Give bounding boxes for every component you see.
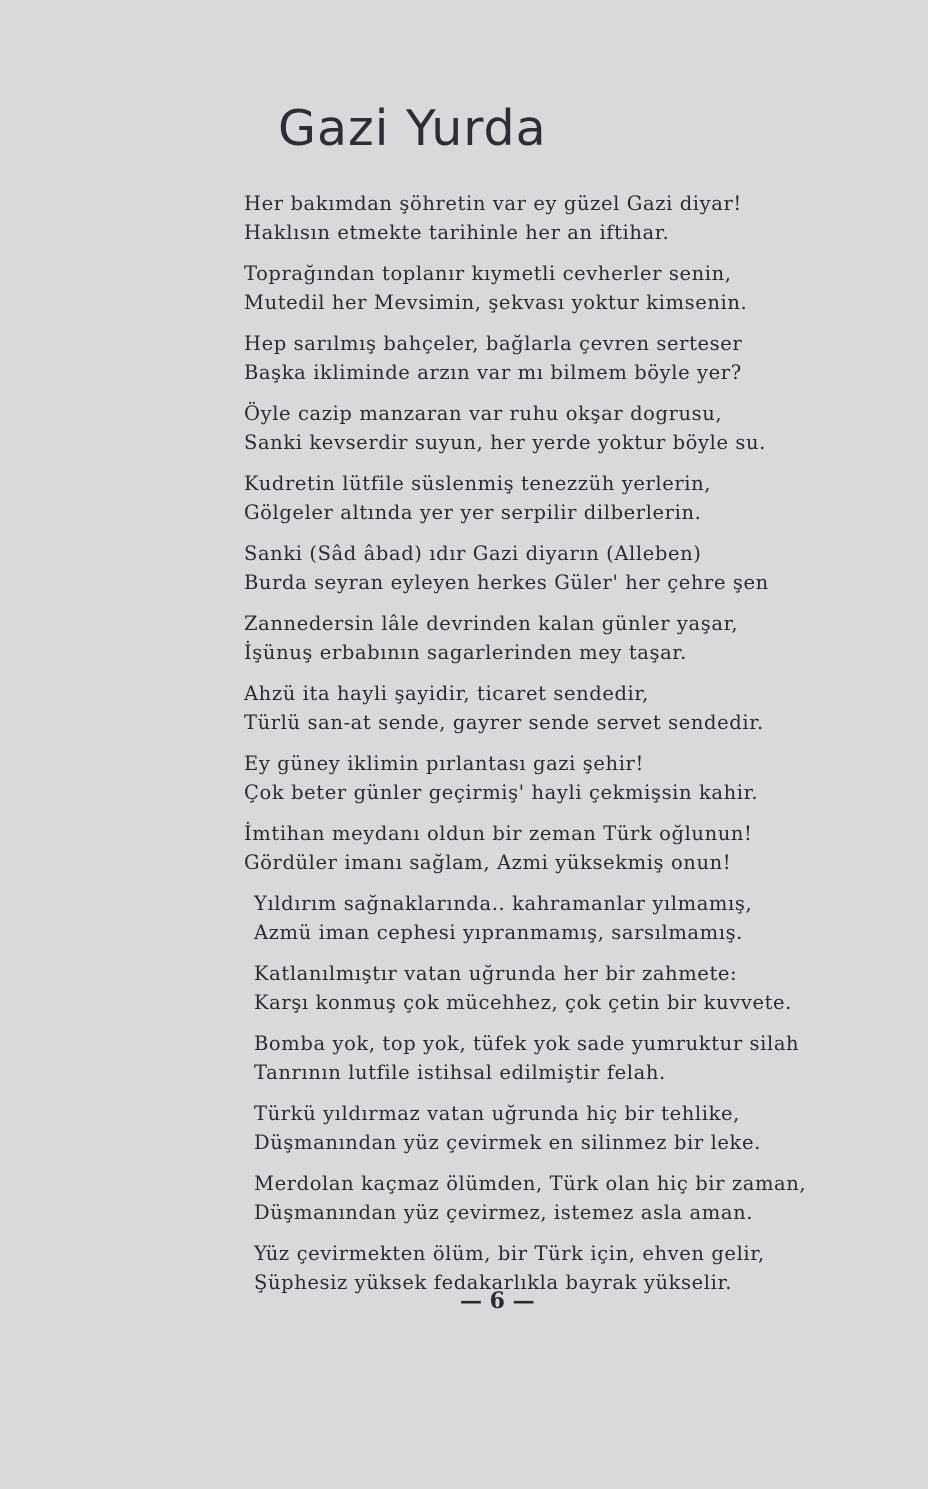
stanza	[244, 1169, 864, 1227]
poem-line: Katlanılmıştır vatan uğrunda her bir zahmete:	[254, 962, 738, 985]
poem-line: Kudretin lütfile süslenmiş tenezzüh yerlerin,	[244, 472, 712, 495]
poem-line: Çok beter günler geçirmiş' hayli çekmişsin kahir.	[244, 781, 759, 804]
poem-line: Haklısın etmekte tarihinle her an iftihar.	[244, 221, 670, 244]
stanza	[244, 749, 864, 807]
stanza	[244, 819, 864, 877]
poem-line: Ahzü ita hayli şayidir, ticaret sendedir,	[244, 682, 649, 705]
poem-line: İmtihan meydanı oldun bir zeman Türk oğlunun!	[244, 822, 753, 845]
stanza	[244, 469, 864, 527]
poem-line: Ey güney iklimin pırlantası gazi şehir!	[244, 752, 644, 775]
poem-line: Her bakımdan şöhretin var ey güzel Gazi diyar!	[244, 192, 742, 215]
poem-line: Türlü san-at sende, gayrer sende servet sendedir.	[244, 711, 764, 734]
poem-line: Sanki kevserdir suyun, her yerde yoktur böyle su.	[244, 431, 766, 454]
stanza	[244, 329, 864, 387]
poem-line: Toprağından toplanır kıymetli cevherler senin,	[244, 262, 732, 285]
poem-line: Şüphesiz yüksek fedakarlıkla bayrak yükselir.	[254, 1271, 733, 1294]
stanza	[244, 189, 864, 247]
stanza	[244, 889, 864, 947]
stanza	[244, 259, 864, 317]
poem-line: Düşmanından yüz çevirmez, istemez asla aman.	[254, 1201, 754, 1224]
poem-line: Düşmanından yüz çevirmek en silinmez bir leke.	[254, 1131, 761, 1154]
stanza	[244, 1239, 864, 1297]
poem-line: Hep sarılmış bahçeler, bağlarla çevren serteser	[244, 332, 743, 355]
poem-line: Türkü yıldırmaz vatan uğrunda hiç bir tehlike,	[254, 1102, 740, 1125]
poem-line: Merdolan kaçmaz ölümden, Türk olan hiç bir zaman,	[254, 1172, 807, 1195]
poem-line: Zannedersin lâle devrinden kalan günler yaşar,	[244, 612, 739, 635]
poem-line: Karşı konmuş çok mücehhez, çok çetin bir kuvvete.	[254, 991, 792, 1014]
poem-line: Burda seyran eyleyen herkes Güler' her çehre şen	[244, 571, 769, 594]
poem-line: Yüz çevirmekten ölüm, bir Türk için, ehven gelir,	[254, 1242, 765, 1265]
poem-line: Gölgeler altında yer yer serpilir dilberlerin.	[244, 501, 702, 524]
poem-line: Sanki (Sâd âbad) ıdır Gazi diyarın (Alleben)	[244, 542, 702, 565]
stanza	[244, 399, 864, 457]
stanza	[244, 539, 864, 597]
poem-line: Yıldırım sağnaklarında.. kahramanlar yılmamış,	[254, 892, 753, 915]
page-number: — 6 —	[460, 1288, 535, 1314]
stanza	[244, 959, 864, 1017]
poem-body	[244, 189, 864, 1297]
stanza	[244, 679, 864, 737]
poem-line: Azmü iman cephesi yıpranmamış, sarsılmamış.	[254, 921, 743, 944]
poem-line: Tanrının lutfile istihsal edilmiştir felah.	[254, 1061, 666, 1084]
stanza	[244, 1029, 864, 1087]
poem-line: Başka ikliminde arzın var mı bilmem böyle yer?	[244, 361, 742, 384]
poem-line: Bomba yok, top yok, tüfek yok sade yumruktur silah	[254, 1032, 800, 1055]
poem-title: Gazi Yurda	[278, 100, 547, 157]
poem-line: Öyle cazip manzaran var ruhu okşar dogrusu,	[244, 402, 723, 425]
poem-line: İşünuş erbabının sagarlerinden mey taşar.	[244, 641, 687, 664]
poem-line: Gördüler imanı sağlam, Azmi yüksekmiş onun!	[244, 851, 732, 874]
stanza	[244, 1099, 864, 1157]
stanza	[244, 609, 864, 667]
poem-line: Mutedil her Mevsimin, şekvası yoktur kimsenin.	[244, 291, 748, 314]
